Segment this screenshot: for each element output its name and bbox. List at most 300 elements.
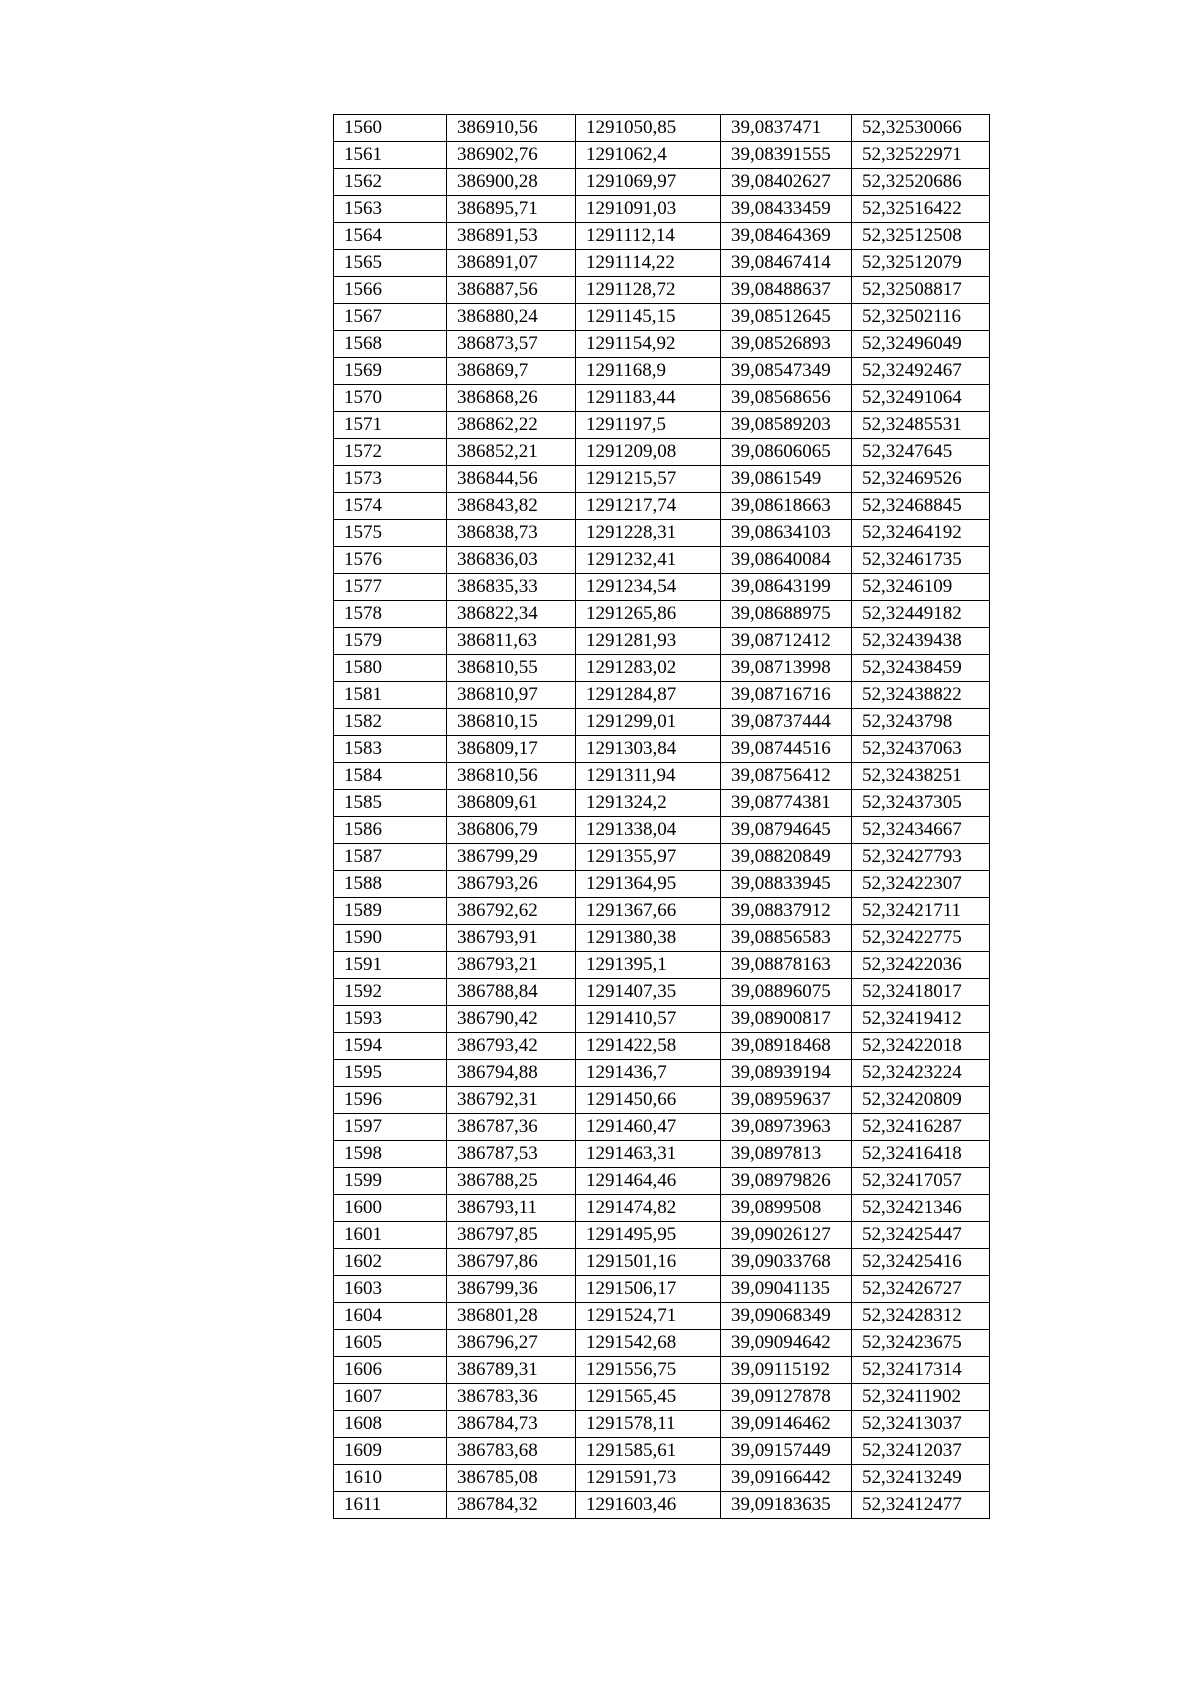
- point-number-cell: 1562: [334, 169, 447, 196]
- table-row: [334, 547, 990, 574]
- y-coordinate-cell: 1291324,2: [576, 790, 721, 817]
- latitude-cell: 52,32438251: [852, 763, 990, 790]
- longitude-cell: 39,08640084: [721, 547, 852, 574]
- longitude-cell: 39,09166442: [721, 1465, 852, 1492]
- table-row: [334, 1141, 990, 1168]
- longitude-cell: 39,08878163: [721, 952, 852, 979]
- y-coordinate-cell: 1291355,97: [576, 844, 721, 871]
- table-row: [334, 817, 990, 844]
- x-coordinate-cell: 386787,53: [447, 1141, 576, 1168]
- y-coordinate-cell: 1291311,94: [576, 763, 721, 790]
- latitude-cell: 52,32413037: [852, 1411, 990, 1438]
- point-number-cell: 1609: [334, 1438, 447, 1465]
- latitude-cell: 52,32417314: [852, 1357, 990, 1384]
- point-number-cell: 1561: [334, 142, 447, 169]
- x-coordinate-cell: 386788,84: [447, 979, 576, 1006]
- longitude-cell: 39,0837471: [721, 115, 852, 142]
- x-coordinate-cell: 386793,42: [447, 1033, 576, 1060]
- x-coordinate-cell: 386797,86: [447, 1249, 576, 1276]
- point-number-cell: 1580: [334, 655, 447, 682]
- y-coordinate-cell: 1291284,87: [576, 682, 721, 709]
- latitude-cell: 52,32522971: [852, 142, 990, 169]
- y-coordinate-cell: 1291422,58: [576, 1033, 721, 1060]
- x-coordinate-cell: 386793,11: [447, 1195, 576, 1222]
- latitude-cell: 52,32425447: [852, 1222, 990, 1249]
- latitude-cell: 52,32434667: [852, 817, 990, 844]
- y-coordinate-cell: 1291168,9: [576, 358, 721, 385]
- latitude-cell: 52,3246109: [852, 574, 990, 601]
- y-coordinate-cell: 1291436,7: [576, 1060, 721, 1087]
- y-coordinate-cell: 1291145,15: [576, 304, 721, 331]
- x-coordinate-cell: 386806,79: [447, 817, 576, 844]
- longitude-cell: 39,0861549: [721, 466, 852, 493]
- longitude-cell: 39,08606065: [721, 439, 852, 466]
- latitude-cell: 52,32416287: [852, 1114, 990, 1141]
- latitude-cell: 52,32438459: [852, 655, 990, 682]
- table-row: [334, 1357, 990, 1384]
- x-coordinate-cell: 386797,85: [447, 1222, 576, 1249]
- point-number-cell: 1584: [334, 763, 447, 790]
- table-row: [334, 898, 990, 925]
- table-row: [334, 871, 990, 898]
- x-coordinate-cell: 386787,36: [447, 1114, 576, 1141]
- y-coordinate-cell: 1291495,95: [576, 1222, 721, 1249]
- table-row: [334, 952, 990, 979]
- point-number-cell: 1607: [334, 1384, 447, 1411]
- latitude-cell: 52,32423224: [852, 1060, 990, 1087]
- x-coordinate-cell: 386910,56: [447, 115, 576, 142]
- point-number-cell: 1588: [334, 871, 447, 898]
- longitude-cell: 39,09115192: [721, 1357, 852, 1384]
- longitude-cell: 39,08973963: [721, 1114, 852, 1141]
- table-row: [334, 1276, 990, 1303]
- latitude-cell: 52,32422036: [852, 952, 990, 979]
- point-number-cell: 1608: [334, 1411, 447, 1438]
- point-number-cell: 1578: [334, 601, 447, 628]
- point-number-cell: 1594: [334, 1033, 447, 1060]
- point-number-cell: 1596: [334, 1087, 447, 1114]
- y-coordinate-cell: 1291450,66: [576, 1087, 721, 1114]
- latitude-cell: 52,32419412: [852, 1006, 990, 1033]
- point-number-cell: 1568: [334, 331, 447, 358]
- latitude-cell: 52,32439438: [852, 628, 990, 655]
- latitude-cell: 52,32485531: [852, 412, 990, 439]
- table-row: [334, 682, 990, 709]
- y-coordinate-cell: 1291565,45: [576, 1384, 721, 1411]
- x-coordinate-cell: 386790,42: [447, 1006, 576, 1033]
- x-coordinate-cell: 386836,03: [447, 547, 576, 574]
- y-coordinate-cell: 1291603,46: [576, 1492, 721, 1519]
- y-coordinate-cell: 1291524,71: [576, 1303, 721, 1330]
- x-coordinate-cell: 386891,07: [447, 250, 576, 277]
- longitude-cell: 39,08402627: [721, 169, 852, 196]
- longitude-cell: 39,08618663: [721, 493, 852, 520]
- latitude-cell: 52,32449182: [852, 601, 990, 628]
- y-coordinate-cell: 1291464,46: [576, 1168, 721, 1195]
- x-coordinate-cell: 386784,32: [447, 1492, 576, 1519]
- point-number-cell: 1591: [334, 952, 447, 979]
- table-row: [334, 1168, 990, 1195]
- longitude-cell: 39,08737444: [721, 709, 852, 736]
- point-number-cell: 1564: [334, 223, 447, 250]
- longitude-cell: 39,08856583: [721, 925, 852, 952]
- x-coordinate-cell: 386799,29: [447, 844, 576, 871]
- longitude-cell: 39,08643199: [721, 574, 852, 601]
- y-coordinate-cell: 1291460,47: [576, 1114, 721, 1141]
- longitude-cell: 39,08634103: [721, 520, 852, 547]
- y-coordinate-cell: 1291395,1: [576, 952, 721, 979]
- point-number-cell: 1576: [334, 547, 447, 574]
- latitude-cell: 52,32469526: [852, 466, 990, 493]
- y-coordinate-cell: 1291154,92: [576, 331, 721, 358]
- y-coordinate-cell: 1291463,31: [576, 1141, 721, 1168]
- table-row: [334, 1492, 990, 1519]
- y-coordinate-cell: 1291217,74: [576, 493, 721, 520]
- longitude-cell: 39,08900817: [721, 1006, 852, 1033]
- longitude-cell: 39,08568656: [721, 385, 852, 412]
- x-coordinate-cell: 386822,34: [447, 601, 576, 628]
- latitude-cell: 52,32427793: [852, 844, 990, 871]
- longitude-cell: 39,0897813: [721, 1141, 852, 1168]
- longitude-cell: 39,08713998: [721, 655, 852, 682]
- table-row: [334, 520, 990, 547]
- longitude-cell: 39,09026127: [721, 1222, 852, 1249]
- point-number-cell: 1606: [334, 1357, 447, 1384]
- point-number-cell: 1573: [334, 466, 447, 493]
- x-coordinate-cell: 386895,71: [447, 196, 576, 223]
- x-coordinate-cell: 386900,28: [447, 169, 576, 196]
- latitude-cell: 52,32468845: [852, 493, 990, 520]
- table-row: [334, 277, 990, 304]
- point-number-cell: 1595: [334, 1060, 447, 1087]
- point-number-cell: 1571: [334, 412, 447, 439]
- point-number-cell: 1570: [334, 385, 447, 412]
- table-row: [334, 574, 990, 601]
- x-coordinate-cell: 386891,53: [447, 223, 576, 250]
- y-coordinate-cell: 1291474,82: [576, 1195, 721, 1222]
- point-number-cell: 1598: [334, 1141, 447, 1168]
- x-coordinate-cell: 386793,21: [447, 952, 576, 979]
- x-coordinate-cell: 386785,08: [447, 1465, 576, 1492]
- point-number-cell: 1589: [334, 898, 447, 925]
- y-coordinate-cell: 1291410,57: [576, 1006, 721, 1033]
- y-coordinate-cell: 1291556,75: [576, 1357, 721, 1384]
- x-coordinate-cell: 386810,15: [447, 709, 576, 736]
- table-row: [334, 223, 990, 250]
- x-coordinate-cell: 386887,56: [447, 277, 576, 304]
- latitude-cell: 52,32422775: [852, 925, 990, 952]
- coordinates-table: [333, 114, 990, 1519]
- table-row: [334, 844, 990, 871]
- longitude-cell: 39,08526893: [721, 331, 852, 358]
- table-row: [334, 142, 990, 169]
- latitude-cell: 52,32412037: [852, 1438, 990, 1465]
- latitude-cell: 52,32496049: [852, 331, 990, 358]
- point-number-cell: 1566: [334, 277, 447, 304]
- longitude-cell: 39,08833945: [721, 871, 852, 898]
- point-number-cell: 1567: [334, 304, 447, 331]
- latitude-cell: 52,32492467: [852, 358, 990, 385]
- point-number-cell: 1592: [334, 979, 447, 1006]
- point-number-cell: 1574: [334, 493, 447, 520]
- table-row: [334, 1411, 990, 1438]
- table-row: [334, 1222, 990, 1249]
- y-coordinate-cell: 1291114,22: [576, 250, 721, 277]
- x-coordinate-cell: 386792,31: [447, 1087, 576, 1114]
- x-coordinate-cell: 386862,22: [447, 412, 576, 439]
- y-coordinate-cell: 1291183,44: [576, 385, 721, 412]
- latitude-cell: 52,32420809: [852, 1087, 990, 1114]
- latitude-cell: 52,32411902: [852, 1384, 990, 1411]
- longitude-cell: 39,08744516: [721, 736, 852, 763]
- point-number-cell: 1602: [334, 1249, 447, 1276]
- x-coordinate-cell: 386809,61: [447, 790, 576, 817]
- y-coordinate-cell: 1291303,84: [576, 736, 721, 763]
- latitude-cell: 52,32421346: [852, 1195, 990, 1222]
- table-row: [334, 1303, 990, 1330]
- latitude-cell: 52,32428312: [852, 1303, 990, 1330]
- point-number-cell: 1604: [334, 1303, 447, 1330]
- table-row: [334, 1465, 990, 1492]
- table-row: [334, 1060, 990, 1087]
- latitude-cell: 52,32437063: [852, 736, 990, 763]
- y-coordinate-cell: 1291367,66: [576, 898, 721, 925]
- longitude-cell: 39,08712412: [721, 628, 852, 655]
- table-row: [334, 115, 990, 142]
- latitude-cell: 52,32413249: [852, 1465, 990, 1492]
- y-coordinate-cell: 1291228,31: [576, 520, 721, 547]
- longitude-cell: 39,09033768: [721, 1249, 852, 1276]
- table-row: [334, 493, 990, 520]
- x-coordinate-cell: 386880,24: [447, 304, 576, 331]
- longitude-cell: 39,09041135: [721, 1276, 852, 1303]
- longitude-cell: 39,08589203: [721, 412, 852, 439]
- x-coordinate-cell: 386843,82: [447, 493, 576, 520]
- x-coordinate-cell: 386902,76: [447, 142, 576, 169]
- y-coordinate-cell: 1291069,97: [576, 169, 721, 196]
- table-row: [334, 466, 990, 493]
- latitude-cell: 52,32464192: [852, 520, 990, 547]
- longitude-cell: 39,08820849: [721, 844, 852, 871]
- latitude-cell: 52,32422018: [852, 1033, 990, 1060]
- longitude-cell: 39,08774381: [721, 790, 852, 817]
- y-coordinate-cell: 1291283,02: [576, 655, 721, 682]
- table-row: [334, 1384, 990, 1411]
- x-coordinate-cell: 386810,97: [447, 682, 576, 709]
- point-number-cell: 1600: [334, 1195, 447, 1222]
- y-coordinate-cell: 1291215,57: [576, 466, 721, 493]
- latitude-cell: 52,32461735: [852, 547, 990, 574]
- table-row: [334, 979, 990, 1006]
- point-number-cell: 1601: [334, 1222, 447, 1249]
- y-coordinate-cell: 1291338,04: [576, 817, 721, 844]
- latitude-cell: 52,32512079: [852, 250, 990, 277]
- table-row: [334, 1249, 990, 1276]
- x-coordinate-cell: 386788,25: [447, 1168, 576, 1195]
- table-row: [334, 196, 990, 223]
- point-number-cell: 1603: [334, 1276, 447, 1303]
- latitude-cell: 52,32425416: [852, 1249, 990, 1276]
- x-coordinate-cell: 386873,57: [447, 331, 576, 358]
- latitude-cell: 52,32421711: [852, 898, 990, 925]
- longitude-cell: 39,08837912: [721, 898, 852, 925]
- latitude-cell: 52,32423675: [852, 1330, 990, 1357]
- latitude-cell: 52,32508817: [852, 277, 990, 304]
- table-row: [334, 1114, 990, 1141]
- y-coordinate-cell: 1291234,54: [576, 574, 721, 601]
- x-coordinate-cell: 386783,68: [447, 1438, 576, 1465]
- x-coordinate-cell: 386794,88: [447, 1060, 576, 1087]
- x-coordinate-cell: 386793,26: [447, 871, 576, 898]
- table-row: [334, 358, 990, 385]
- table-row: [334, 709, 990, 736]
- point-number-cell: 1572: [334, 439, 447, 466]
- table-row: [334, 304, 990, 331]
- latitude-cell: 52,3247645: [852, 439, 990, 466]
- x-coordinate-cell: 386852,21: [447, 439, 576, 466]
- x-coordinate-cell: 386784,73: [447, 1411, 576, 1438]
- table-row: [334, 628, 990, 655]
- table-row: [334, 1438, 990, 1465]
- y-coordinate-cell: 1291265,86: [576, 601, 721, 628]
- point-number-cell: 1582: [334, 709, 447, 736]
- longitude-cell: 39,08716716: [721, 682, 852, 709]
- y-coordinate-cell: 1291407,35: [576, 979, 721, 1006]
- coordinates-table-body: [334, 115, 990, 1519]
- longitude-cell: 39,09157449: [721, 1438, 852, 1465]
- point-number-cell: 1586: [334, 817, 447, 844]
- table-row: [334, 385, 990, 412]
- y-coordinate-cell: 1291506,17: [576, 1276, 721, 1303]
- longitude-cell: 39,08488637: [721, 277, 852, 304]
- longitude-cell: 39,09183635: [721, 1492, 852, 1519]
- x-coordinate-cell: 386796,27: [447, 1330, 576, 1357]
- point-number-cell: 1597: [334, 1114, 447, 1141]
- point-number-cell: 1587: [334, 844, 447, 871]
- table-row: [334, 925, 990, 952]
- table-row: [334, 169, 990, 196]
- latitude-cell: 52,32530066: [852, 115, 990, 142]
- table-row: [334, 250, 990, 277]
- table-row: [334, 601, 990, 628]
- x-coordinate-cell: 386810,55: [447, 655, 576, 682]
- y-coordinate-cell: 1291128,72: [576, 277, 721, 304]
- latitude-cell: 52,32422307: [852, 871, 990, 898]
- y-coordinate-cell: 1291380,38: [576, 925, 721, 952]
- table-row: [334, 1087, 990, 1114]
- point-number-cell: 1610: [334, 1465, 447, 1492]
- longitude-cell: 39,08794645: [721, 817, 852, 844]
- latitude-cell: 52,32417057: [852, 1168, 990, 1195]
- y-coordinate-cell: 1291050,85: [576, 115, 721, 142]
- latitude-cell: 52,32502116: [852, 304, 990, 331]
- table-row: [334, 1033, 990, 1060]
- latitude-cell: 52,32438822: [852, 682, 990, 709]
- longitude-cell: 39,09068349: [721, 1303, 852, 1330]
- y-coordinate-cell: 1291112,14: [576, 223, 721, 250]
- table-row: [334, 331, 990, 358]
- y-coordinate-cell: 1291281,93: [576, 628, 721, 655]
- longitude-cell: 39,08547349: [721, 358, 852, 385]
- latitude-cell: 52,32516422: [852, 196, 990, 223]
- x-coordinate-cell: 386869,7: [447, 358, 576, 385]
- longitude-cell: 39,08688975: [721, 601, 852, 628]
- latitude-cell: 52,32520686: [852, 169, 990, 196]
- longitude-cell: 39,08939194: [721, 1060, 852, 1087]
- table-row: [334, 1330, 990, 1357]
- x-coordinate-cell: 386810,56: [447, 763, 576, 790]
- point-number-cell: 1563: [334, 196, 447, 223]
- x-coordinate-cell: 386835,33: [447, 574, 576, 601]
- point-number-cell: 1599: [334, 1168, 447, 1195]
- y-coordinate-cell: 1291209,08: [576, 439, 721, 466]
- y-coordinate-cell: 1291501,16: [576, 1249, 721, 1276]
- x-coordinate-cell: 386793,91: [447, 925, 576, 952]
- point-number-cell: 1569: [334, 358, 447, 385]
- y-coordinate-cell: 1291585,61: [576, 1438, 721, 1465]
- longitude-cell: 39,08433459: [721, 196, 852, 223]
- y-coordinate-cell: 1291364,95: [576, 871, 721, 898]
- point-number-cell: 1593: [334, 1006, 447, 1033]
- x-coordinate-cell: 386801,28: [447, 1303, 576, 1330]
- latitude-cell: 52,32416418: [852, 1141, 990, 1168]
- longitude-cell: 39,08467414: [721, 250, 852, 277]
- point-number-cell: 1583: [334, 736, 447, 763]
- latitude-cell: 52,32491064: [852, 385, 990, 412]
- longitude-cell: 39,08918468: [721, 1033, 852, 1060]
- y-coordinate-cell: 1291091,03: [576, 196, 721, 223]
- x-coordinate-cell: 386792,62: [447, 898, 576, 925]
- table-row: [334, 1006, 990, 1033]
- point-number-cell: 1611: [334, 1492, 447, 1519]
- point-number-cell: 1565: [334, 250, 447, 277]
- y-coordinate-cell: 1291232,41: [576, 547, 721, 574]
- x-coordinate-cell: 386799,36: [447, 1276, 576, 1303]
- longitude-cell: 39,08979826: [721, 1168, 852, 1195]
- latitude-cell: 52,3243798: [852, 709, 990, 736]
- x-coordinate-cell: 386789,31: [447, 1357, 576, 1384]
- point-number-cell: 1605: [334, 1330, 447, 1357]
- point-number-cell: 1581: [334, 682, 447, 709]
- latitude-cell: 52,32426727: [852, 1276, 990, 1303]
- x-coordinate-cell: 386868,26: [447, 385, 576, 412]
- latitude-cell: 52,32512508: [852, 223, 990, 250]
- table-row: [334, 412, 990, 439]
- y-coordinate-cell: 1291542,68: [576, 1330, 721, 1357]
- x-coordinate-cell: 386809,17: [447, 736, 576, 763]
- y-coordinate-cell: 1291197,5: [576, 412, 721, 439]
- longitude-cell: 39,09127878: [721, 1384, 852, 1411]
- longitude-cell: 39,08391555: [721, 142, 852, 169]
- y-coordinate-cell: 1291062,4: [576, 142, 721, 169]
- table-row: [334, 736, 990, 763]
- longitude-cell: 39,08464369: [721, 223, 852, 250]
- x-coordinate-cell: 386844,56: [447, 466, 576, 493]
- longitude-cell: 39,09146462: [721, 1411, 852, 1438]
- latitude-cell: 52,32412477: [852, 1492, 990, 1519]
- table-row: [334, 763, 990, 790]
- y-coordinate-cell: 1291299,01: [576, 709, 721, 736]
- point-number-cell: 1577: [334, 574, 447, 601]
- table-row: [334, 439, 990, 466]
- latitude-cell: 52,32437305: [852, 790, 990, 817]
- table-row: [334, 1195, 990, 1222]
- longitude-cell: 39,0899508: [721, 1195, 852, 1222]
- x-coordinate-cell: 386811,63: [447, 628, 576, 655]
- longitude-cell: 39,08959637: [721, 1087, 852, 1114]
- point-number-cell: 1579: [334, 628, 447, 655]
- x-coordinate-cell: 386783,36: [447, 1384, 576, 1411]
